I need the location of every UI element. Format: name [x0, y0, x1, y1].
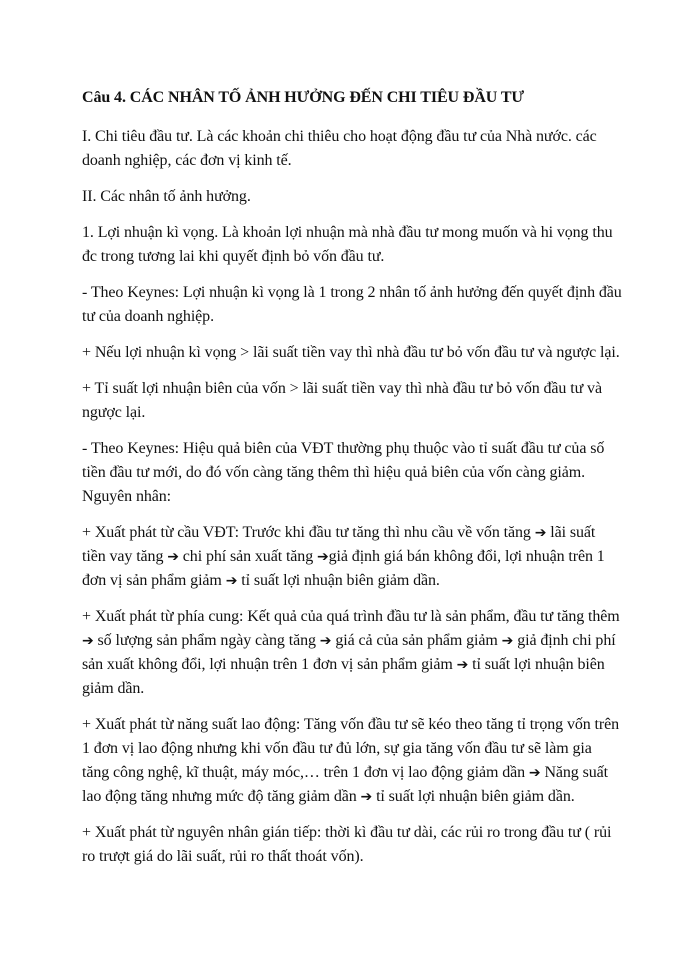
- paragraph-keynes-2: - Theo Keynes: Hiệu quả biên của VĐT thường phụ thuộc vào tỉ suất đầu tư của số tiền đầu tư mới, do đó vốn càng tăng thêm thì hiệu quả biên của vốn càng giảm. Nguyên nhân:: [82, 440, 605, 505]
- paragraph-section-heading: II. Các nhân tố ảnh hưởng.: [82, 188, 251, 205]
- arrow-icon: ➔: [317, 549, 329, 565]
- paragraph-definition: I. Chi tiêu đầu tư. Là các khoản chi thiêu cho hoạt động đầu tư của Nhà nước. các doanh nghiệp, các đơn vị kinh tế.: [82, 128, 597, 169]
- document-title: Câu 4. CÁC NHÂN TỐ ẢNH HƯỞNG ĐẾN CHI TIÊU ĐẦU TƯ: [82, 89, 525, 106]
- paragraph-marginal-rate: + Tỉ suất lợi nhuận biên của vốn > lãi suất tiền vay thì nhà đầu tư bỏ vốn đầu tư và ngược lại.: [82, 380, 602, 421]
- arrow-icon: ➔: [360, 789, 373, 805]
- arrow-icon: ➔: [528, 765, 541, 781]
- paragraph-indirect-causes: + Xuất phát từ nguyên nhân gián tiếp: thời kì đầu tư dài, các rủi ro trong đầu tư ( rủi ro trượt giá do lãi suất, rủi ro thất thoát vốn).: [82, 824, 612, 865]
- arrow-icon: ➔: [456, 657, 469, 673]
- paragraph-labor-productivity: + Xuất phát từ năng suất lao động: Tăng vốn đầu tư sẽ kéo theo tăng tỉ trọng vốn trên 1 đơn vị lao động nhưng khi vốn đầu tư đủ lớn, sự gia tăng vốn đầu tư sẽ làm gia tăng công nghệ, kĩ thuật, máy móc,… trên 1 đơn vị lao động giảm dần ➔ Năng suất lao động tăng nhưng mức độ tăng giảm dần ➔ tỉ suất lợi nhuận biên giảm dần.: [82, 716, 620, 805]
- paragraph-expected-profit: 1. Lợi nhuận kì vọng. Là khoản lợi nhuận mà nhà đầu tư mong muốn và hi vọng thu đc trong tương lai khi quyết định bỏ vốn đầu tư.: [82, 224, 613, 265]
- arrow-icon: ➔: [82, 633, 94, 649]
- document-page: [82, 86, 622, 881]
- paragraph-demand-side: + Xuất phát từ cầu VĐT: Trước khi đầu tư tăng thì nhu cầu về vốn tăng ➔ lãi suất tiền vay tăng ➔ chi phí sản xuất tăng ➔giả định giá bán không đổi, lợi nhuận trên 1 đơn vị sản phẩm giảm ➔ tỉ suất lợi nhuận biên giảm dần.: [82, 524, 605, 589]
- paragraph-supply-side: + Xuất phát từ phía cung: Kết quả của quá trình đầu tư là sản phẩm, đầu tư tăng thêm ➔ số lượng sản phẩm ngày càng tăng ➔ giá cả của sản phẩm giảm ➔ giả định chi phí sản xuất không đổi, lợi nhuận trên 1 đơn vị sản phẩm giảm ➔ tỉ suất lợi nhuận biên giảm dần.: [82, 608, 620, 697]
- paragraph-keynes-1: - Theo Keynes: Lợi nhuận kì vọng là 1 trong 2 nhân tố ảnh hưởng đến quyết định đầu tư của doanh nghiệp.: [82, 284, 622, 325]
- arrow-icon: ➔: [225, 573, 238, 589]
- arrow-icon: ➔: [534, 525, 547, 541]
- arrow-icon: ➔: [319, 633, 332, 649]
- paragraph-profit-vs-rate: + Nếu lợi nhuận kì vọng > lãi suất tiền vay thì nhà đầu tư bỏ vốn đầu tư và ngược lại.: [82, 344, 620, 361]
- arrow-icon: ➔: [167, 549, 179, 565]
- arrow-icon: ➔: [501, 633, 514, 649]
